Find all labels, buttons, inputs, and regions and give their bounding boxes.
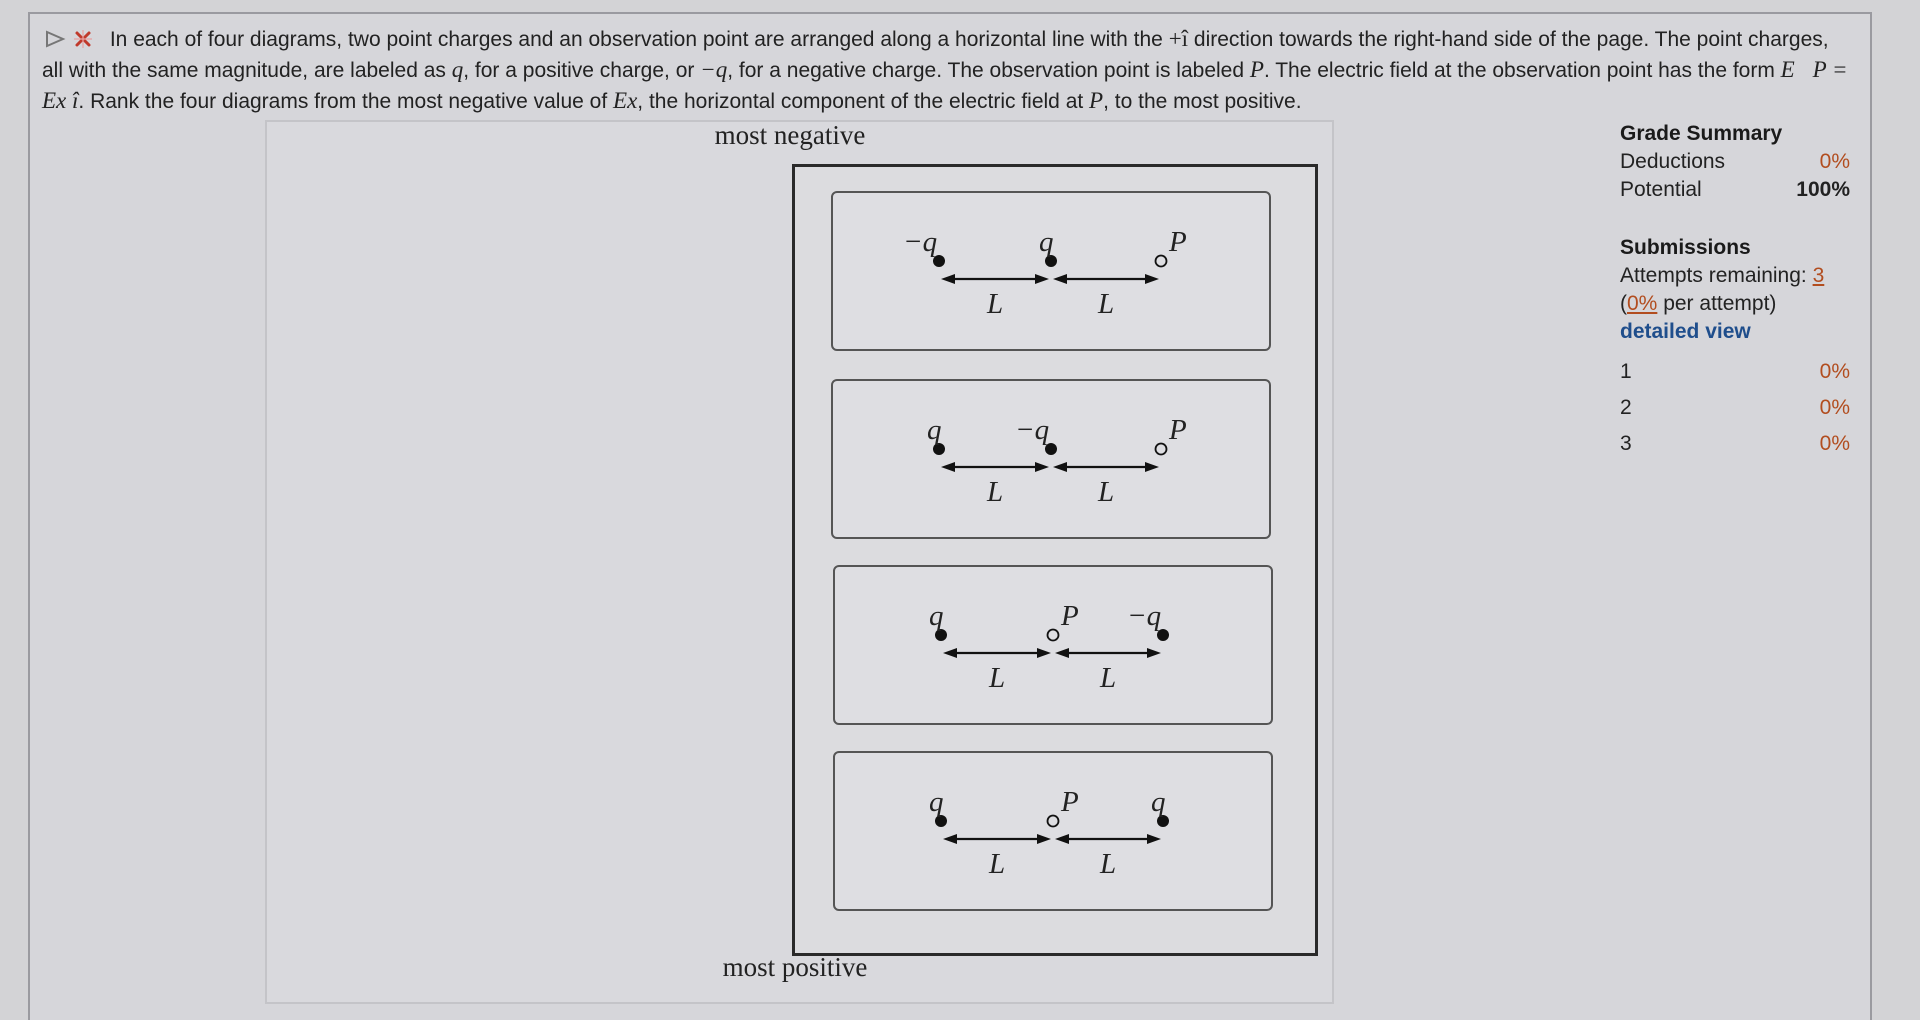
grade-sidebar (1620, 120, 1850, 462)
math-q: q (451, 57, 464, 82)
arrowhead-left-icon (941, 274, 955, 284)
submissions-title: Submissions (1620, 236, 1751, 259)
charge-diagram (833, 193, 1269, 349)
observation-point-label: P (1061, 786, 1079, 818)
distance-label: L (987, 476, 1004, 508)
submission-score: 0% (1819, 432, 1850, 455)
arrowhead-right-icon (1037, 648, 1051, 658)
diagram-card-2[interactable] (831, 379, 1271, 539)
per-attempt-open: ( (1620, 292, 1627, 315)
deductions-label: Deductions (1620, 150, 1726, 173)
math-P: P (1089, 88, 1104, 113)
observation-point-label: P (1169, 414, 1187, 446)
most-positive-label: most positive (722, 952, 868, 982)
play-icon[interactable] (44, 30, 66, 48)
math-plus-i: +î (1168, 26, 1189, 51)
arrowhead-left-icon (1053, 274, 1067, 284)
ranking-drop-zone[interactable] (792, 164, 1318, 956)
question-text (42, 24, 1852, 117)
question-text-part: In each of four diagrams, two point charges and an observation point are arranged along a horizontal line with the (109, 28, 1163, 51)
arrowhead-right-icon (1035, 274, 1049, 284)
arrowhead-right-icon (1147, 648, 1161, 658)
diagram-card-1[interactable] (831, 191, 1271, 351)
submission-row (1620, 390, 1850, 426)
question-text-part: , for a negative charge. The observation point is labeled (727, 59, 1245, 82)
submission-number: 3 (1620, 432, 1632, 455)
arrowhead-left-icon (941, 462, 955, 472)
attempts-count[interactable]: 3 (1812, 264, 1825, 287)
arrowhead-left-icon (943, 834, 957, 844)
deductions-value: 0% (1819, 150, 1850, 173)
per-attempt-text: per attempt) (1663, 292, 1777, 315)
distance-label: L (1100, 848, 1117, 880)
submission-row (1620, 354, 1850, 390)
charge-diagram (833, 381, 1269, 537)
submission-number: 1 (1620, 360, 1632, 383)
observation-point-circle (1156, 444, 1167, 455)
diagram-card-3[interactable] (833, 565, 1273, 725)
distance-label: L (1098, 288, 1115, 320)
potential-label: Potential (1620, 178, 1702, 201)
submission-number: 2 (1620, 396, 1632, 419)
arrowhead-left-icon (943, 648, 957, 658)
submission-score: 0% (1819, 360, 1850, 383)
question-text-part: , to the most positive. (1103, 90, 1302, 113)
observation-point-label: P (1169, 226, 1187, 258)
submission-score: 0% (1819, 396, 1850, 419)
diagram-card-4[interactable] (833, 751, 1273, 911)
distance-label: L (1098, 476, 1115, 508)
charge-label: q (929, 786, 944, 818)
charge-label: −q (903, 226, 938, 258)
math-P: P (1249, 57, 1264, 82)
per-attempt-row (1620, 290, 1850, 318)
charge-label: −q (1127, 600, 1162, 632)
distance-label: L (987, 288, 1004, 320)
charge-label: q (1039, 226, 1054, 258)
charge-label: −q (1015, 414, 1050, 446)
charge-diagram (835, 753, 1271, 909)
potential-row (1620, 176, 1850, 204)
charge-label: q (1151, 786, 1166, 818)
distance-label: L (989, 848, 1006, 880)
arrowhead-left-icon (1055, 648, 1069, 658)
math-Ex: Ex (613, 88, 638, 113)
attempts-label: Attempts remaining: (1620, 264, 1807, 287)
grade-summary-title: Grade Summary (1620, 122, 1783, 145)
question-text-part: direction towards the right-hand side of the page. The point charges, all with the same magnitude, are labeled as (42, 28, 1829, 82)
detailed-view-link[interactable]: detailed view (1620, 320, 1751, 343)
submission-row (1620, 426, 1850, 462)
deductions-row (1620, 148, 1850, 176)
arrowhead-left-icon (1055, 834, 1069, 844)
most-negative-label: most negative (714, 120, 866, 150)
arrowhead-right-icon (1037, 834, 1051, 844)
math-field-form: E⃗P = Ex î (42, 57, 1848, 113)
arrowhead-right-icon (1035, 462, 1049, 472)
incorrect-x-icon (72, 29, 94, 49)
observation-point-label: P (1061, 600, 1079, 632)
observation-point-circle (1156, 256, 1167, 267)
arrowhead-right-icon (1145, 274, 1159, 284)
observation-point-circle (1048, 816, 1059, 827)
arrowhead-left-icon (1053, 462, 1067, 472)
arrowhead-right-icon (1145, 462, 1159, 472)
detailed-view-row (1620, 318, 1850, 346)
question-text-part: . Rank the four diagrams from the most negative value of (78, 90, 608, 113)
observation-point-circle (1048, 630, 1059, 641)
attempts-remaining-row (1620, 262, 1850, 290)
potential-value: 100% (1796, 178, 1850, 201)
per-attempt-pct: 0% (1627, 292, 1658, 315)
question-text-part: . The electric field at the observation point has the form (1263, 59, 1775, 82)
distance-label: L (989, 662, 1006, 694)
math-neg-q: −q (700, 57, 728, 82)
distance-label: L (1100, 662, 1117, 694)
question-text-part: , for a positive charge, or (463, 59, 695, 82)
charge-label: q (929, 600, 944, 632)
charge-diagram (835, 567, 1271, 723)
arrowhead-right-icon (1147, 834, 1161, 844)
charge-label: q (927, 414, 942, 446)
question-text-part: , the horizontal component of the electric field at (637, 90, 1084, 113)
